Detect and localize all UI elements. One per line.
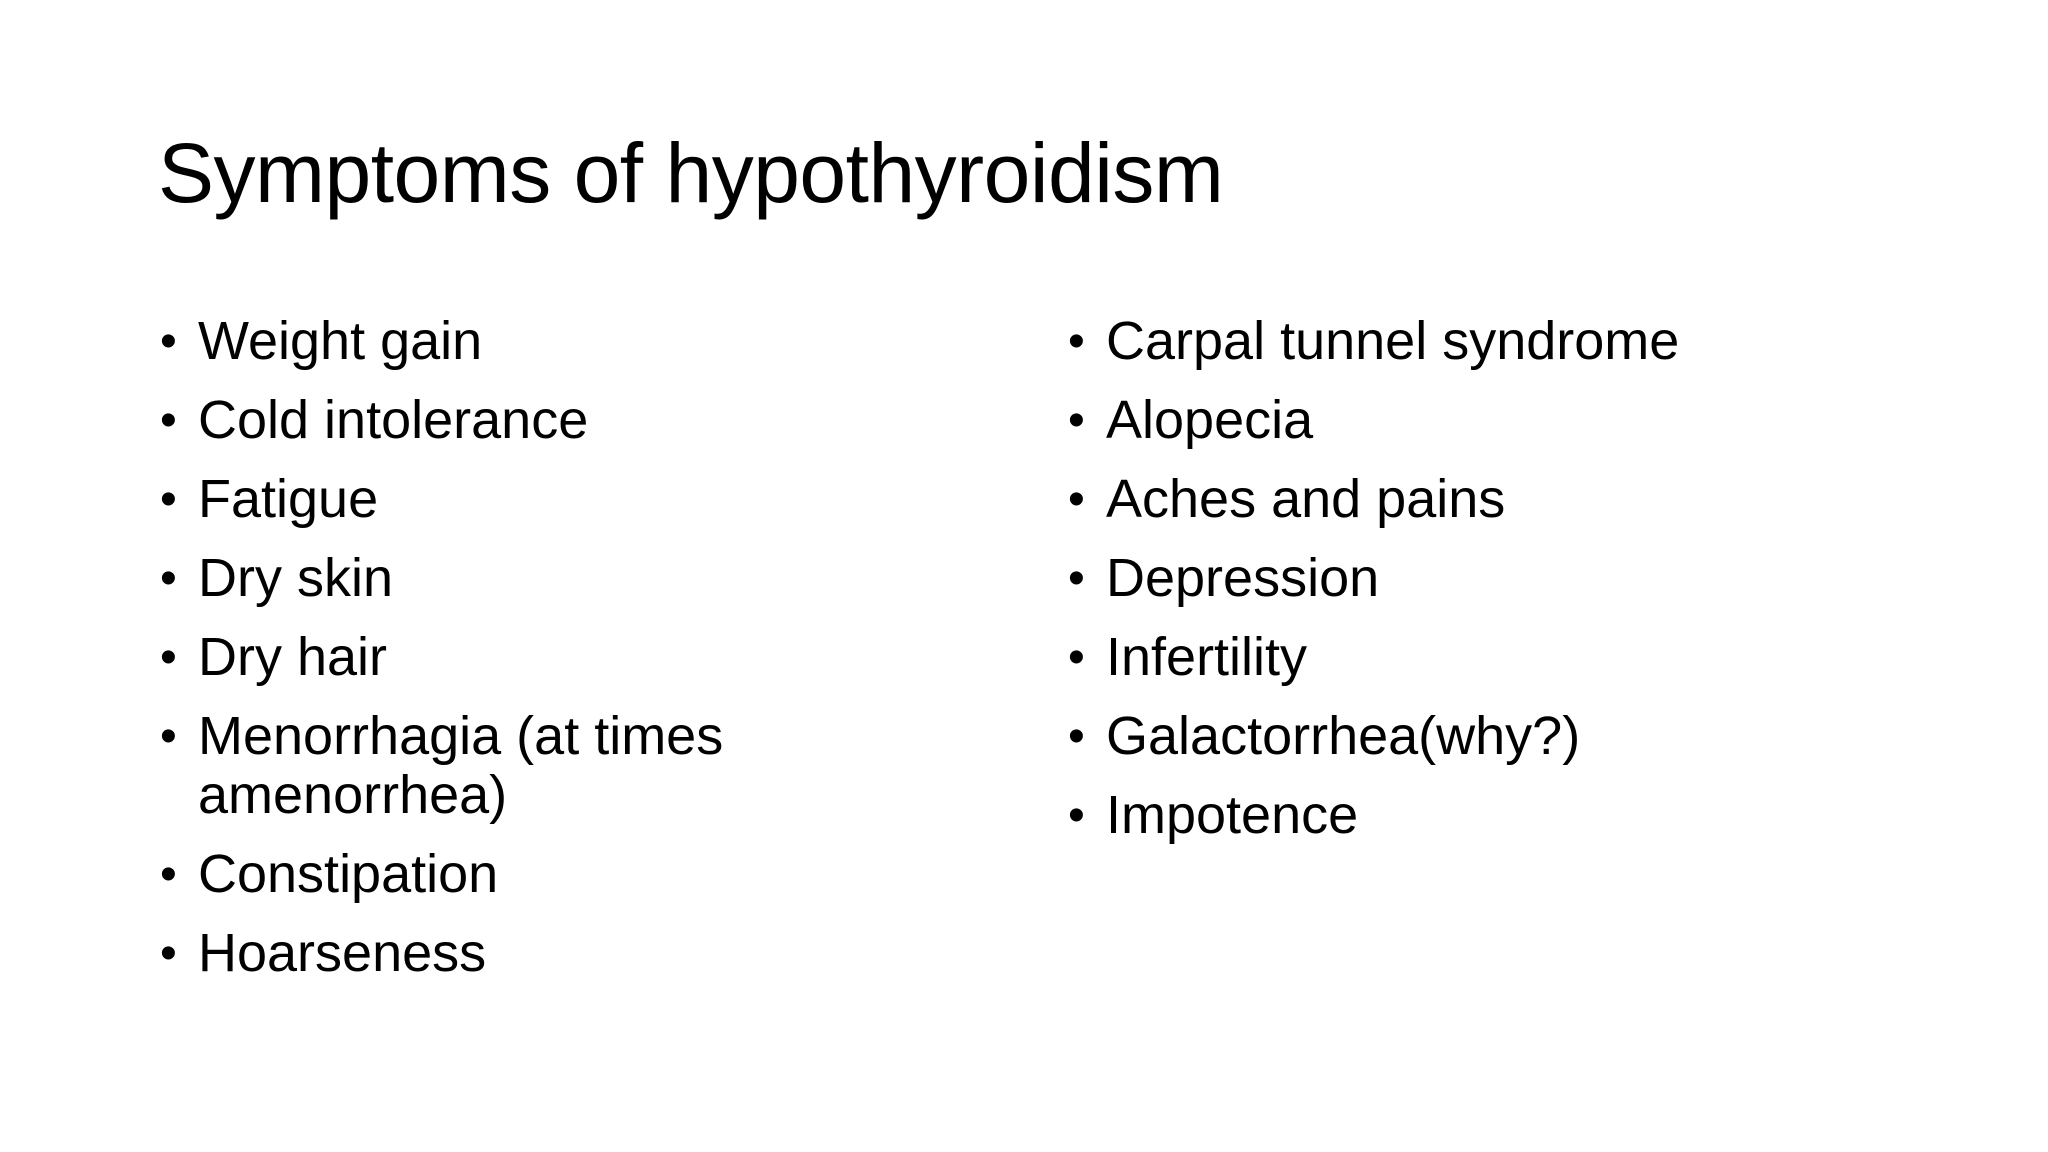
list-item-text: Depression [1106,548,1380,608]
list-item-text: Hoarseness [198,923,487,983]
list-item [158,391,958,450]
list-item [1066,786,1966,845]
list-item [158,628,958,687]
slide-title: Symptoms of hypothyroidism [158,126,1224,220]
bullet-icon: • [160,710,177,763]
list-item [158,470,958,529]
bullet-icon: • [1068,710,1085,763]
list-item [158,707,958,825]
bullet-icon: • [1068,315,1085,368]
list-item [158,924,958,983]
bullet-icon: • [160,394,177,447]
list-item [1066,549,1966,608]
list-item-text: Cold intolerance [198,390,589,450]
list-item-text: Constipation [198,844,499,904]
bullet-icon: • [160,927,177,980]
bullet-icon: • [160,552,177,605]
bullet-icon: • [160,848,177,901]
list-item [1066,391,1966,450]
list-item [158,845,958,904]
list-item [158,549,958,608]
list-item-text: Menorrhagia (at times amenorrhea) [198,706,724,825]
list-item-text: Fatigue [198,469,379,529]
list-item-text: Aches and pains [1106,469,1506,529]
list-item-text: Impotence [1106,785,1359,845]
list-item-text: Dry skin [198,548,394,608]
list-item [158,312,958,371]
list-item-text: Carpal tunnel syndrome [1106,311,1680,371]
list-item-text: Weight gain [198,311,483,371]
bullet-icon: • [160,315,177,368]
bullet-icon: • [1068,473,1085,526]
symptom-list-right [1066,312,1966,865]
bullet-icon: • [1068,631,1085,684]
bullet-icon: • [160,631,177,684]
list-item-text: Alopecia [1106,390,1314,450]
list-item-text: Infertility [1106,627,1308,687]
list-item [1066,312,1966,371]
list-item-text: Galactorrhea(why?) [1106,706,1581,766]
list-item-text: Dry hair [198,627,388,687]
list-item [1066,628,1966,687]
list-item [1066,707,1966,766]
bullet-icon: • [1068,552,1085,605]
bullet-icon: • [160,473,177,526]
list-item [1066,470,1966,529]
bullet-icon: • [1068,789,1085,842]
symptom-list-left [158,312,958,1003]
bullet-icon: • [1068,394,1085,447]
